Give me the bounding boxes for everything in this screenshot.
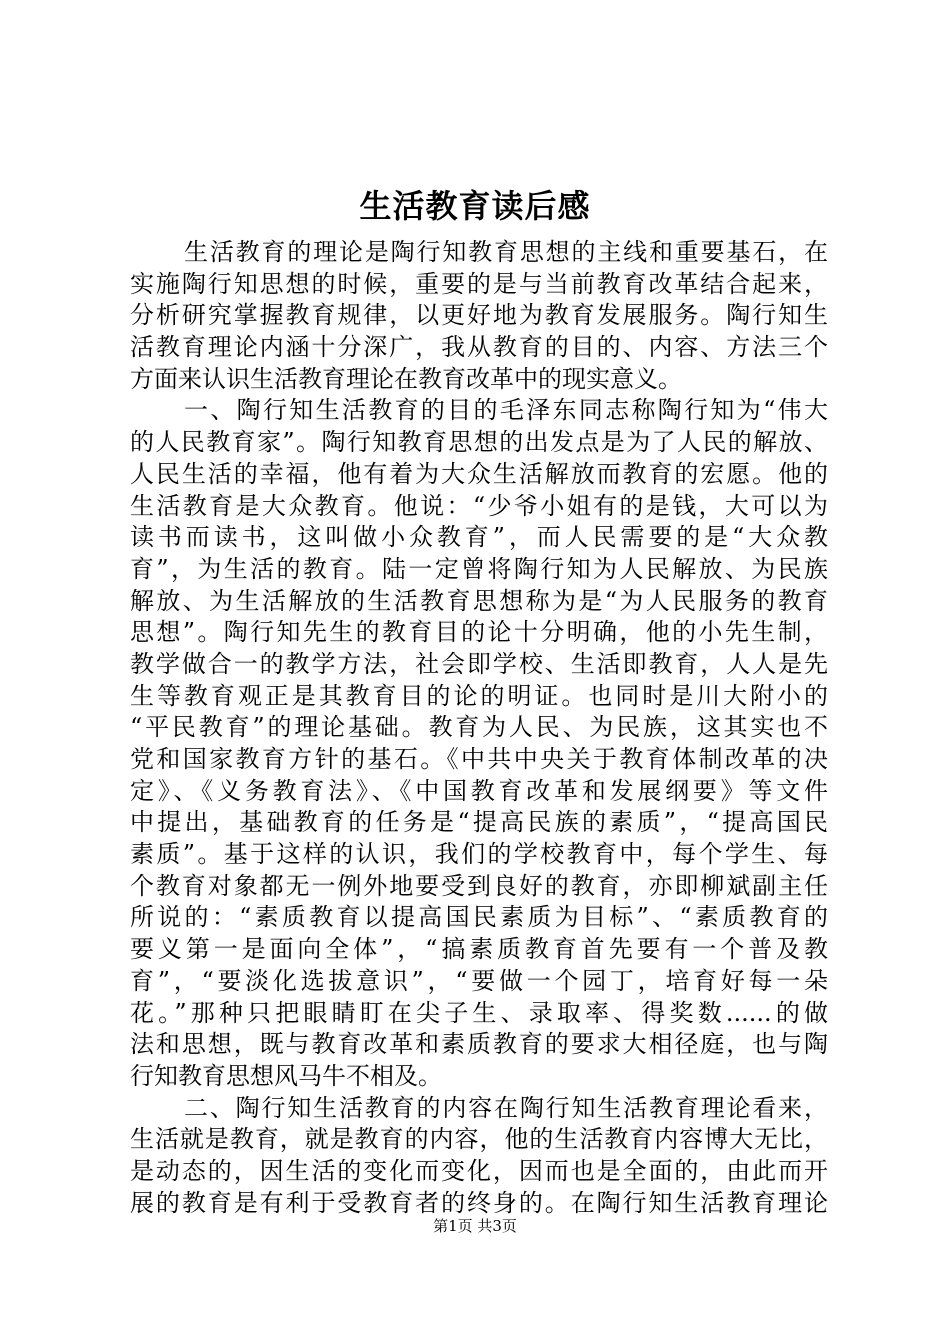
- body-line: 所说的：“素质教育以提高国民素质为目标”、“素质教育的: [130, 903, 828, 932]
- body-line: 教学做合一的教学方法，社会即学校、生活即教育，人人是先: [130, 649, 828, 678]
- body-line: 花。”那种只把眼睛盯在尖子生、录取率、得奖数......的做: [130, 998, 828, 1027]
- body-line: 展的教育是有利于受教育者的终身的。在陶行知生活教育理论: [130, 1188, 828, 1217]
- page-number-footer: 第1页 共3页: [433, 1217, 517, 1235]
- body-line: 实施陶行知思想的时候，重要的是与当前教育改革结合起来，: [130, 269, 828, 298]
- body-line: 素质”。基于这样的认识，我们的学校教育中，每个学生、每: [130, 840, 828, 869]
- body-line: 要义第一是面向全体”，“搞素质教育首先要有一个普及教: [130, 935, 828, 964]
- body-line: 育”，“要淡化选拔意识”，“要做一个园丁，培育好每一朵: [130, 966, 828, 995]
- body-line: 定》、《义务教育法》、《中国教育改革和发展纲要》等文件: [130, 776, 828, 805]
- body-line: 生活教育是大众教育。他说：“少爷小姐有的是钱，大可以为: [130, 491, 828, 520]
- body-line: “平民教育”的理论基础。教育为人民、为民族，这其实也不: [130, 713, 828, 742]
- document-title: 生活教育读后感: [359, 187, 591, 225]
- body-line: 行知教育思想风马牛不相及。: [130, 1061, 442, 1090]
- body-line: 人民生活的幸福，他有着为大众生活解放而教育的宏愿。他的: [130, 459, 828, 488]
- body-line: 一、陶行知生活教育的目的毛泽东同志称陶行知为“伟大: [184, 396, 828, 425]
- body-line: 生活就是教育，就是教育的内容，他的生活教育内容博大无比，: [130, 1125, 828, 1154]
- body-line: 个教育对象都无一例外地要受到良好的教育，亦即柳斌副主任: [130, 871, 828, 900]
- body-line: 生等教育观正是其教育目的论的明证。也同时是川大附小的: [130, 681, 828, 710]
- body-line: 二、陶行知生活教育的内容在陶行知生活教育理论看来，: [184, 1093, 828, 1122]
- body-line: 党和国家教育方针的基石。《中共中央关于教育体制改革的决: [130, 745, 828, 773]
- body-line: 活教育理论内涵十分深广，我从教育的目的、内容、方法三个: [130, 333, 828, 362]
- body-line: 育”，为生活的教育。陆一定曾将陶行知为人民解放、为民族: [130, 554, 828, 583]
- body-line: 读书而读书，这叫做小众教育”，而人民需要的是“大众教: [130, 523, 828, 552]
- body-line: 是动态的，因生活的变化而变化，因而也是全面的，由此而开: [130, 1156, 828, 1185]
- body-line: 思想”。陶行知先生的教育目的论十分明确，他的小先生制，: [130, 618, 828, 647]
- body-line: 分析研究掌握教育规律，以更好地为教育发展服务。陶行知生: [130, 301, 828, 330]
- body-line: 生活教育的理论是陶行知教育思想的主线和重要基石，在: [184, 238, 828, 266]
- document-body: [130, 237, 828, 1219]
- body-line: 方面来认识生活教育理论在教育改革中的现实意义。: [130, 364, 682, 393]
- body-line: 法和思想，既与教育改革和素质教育的要求大相径庭，也与陶: [130, 1030, 828, 1059]
- body-line: 中提出，基础教育的任务是“提高民族的素质”，“提高国民: [130, 808, 828, 837]
- body-line: 解放、为生活解放的生活教育思想称为是“为人民服务的教育: [130, 586, 828, 615]
- body-line: 的人民教育家”。陶行知教育思想的出发点是为了人民的解放、: [130, 428, 828, 457]
